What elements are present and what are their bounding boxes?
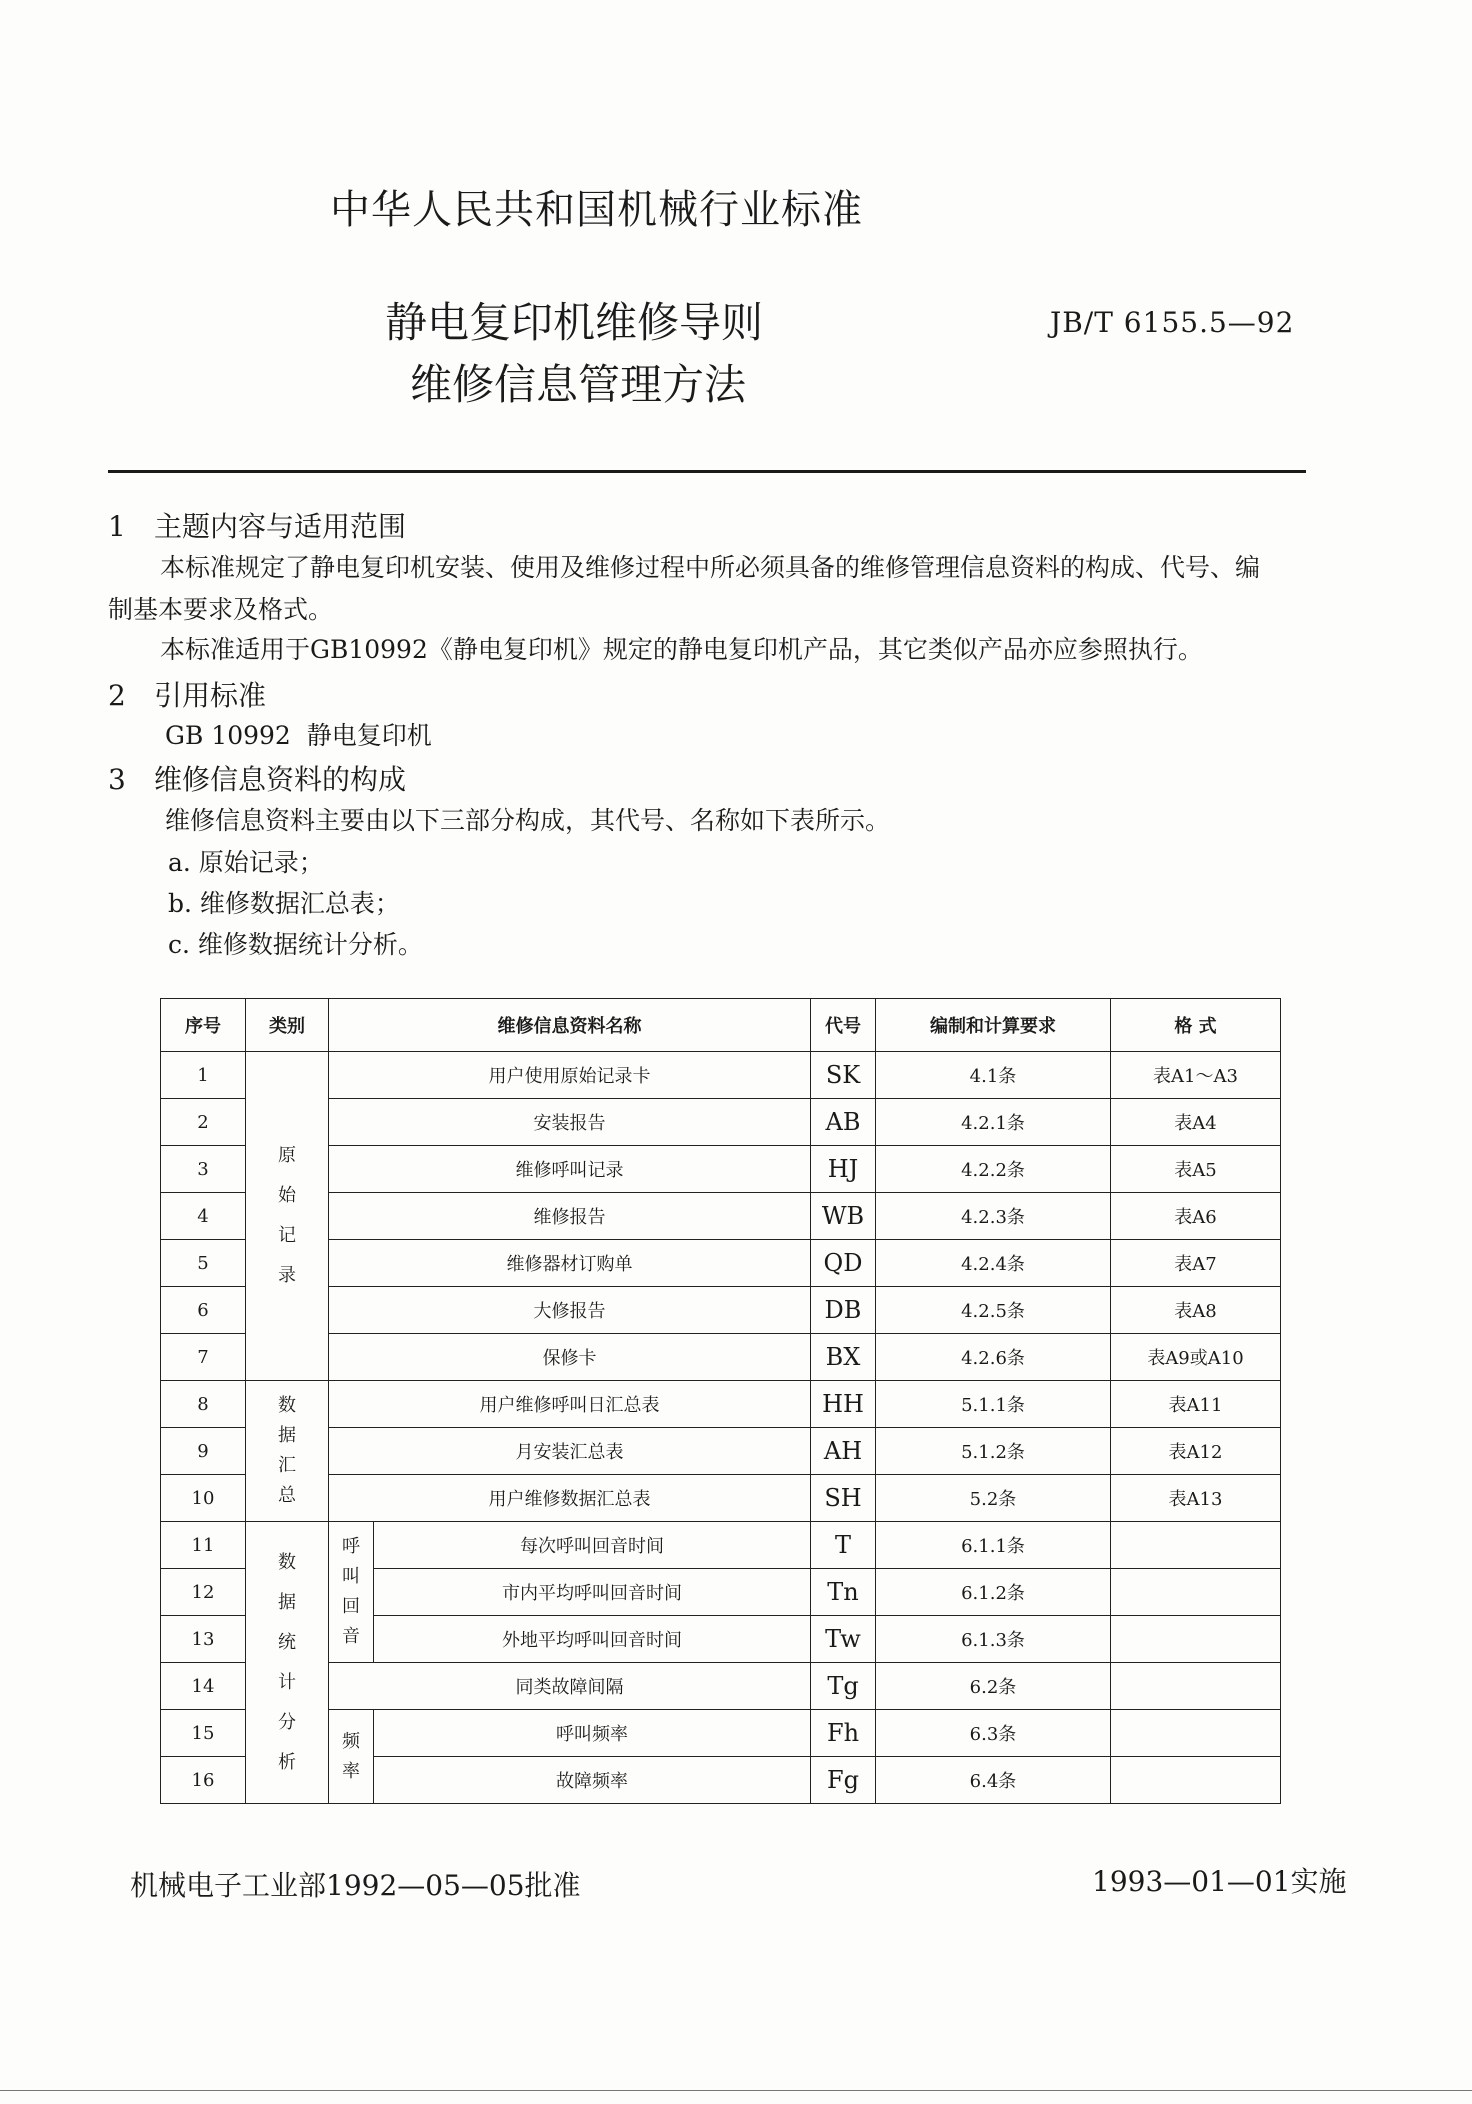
cell-name: 故障频率 (374, 1757, 811, 1804)
cell-format: 表A1～A3 (1111, 1052, 1281, 1099)
category-statistical-analysis (246, 1522, 329, 1804)
cell-format: 表A12 (1111, 1428, 1281, 1475)
cell-code: AH (811, 1428, 876, 1475)
cell-seq: 5 (161, 1240, 246, 1287)
section-title: 主题内容与适用范围 (154, 510, 407, 543)
category-char: 原 (278, 1145, 296, 1166)
cell-code: DB (811, 1287, 876, 1334)
category-char: 据 (278, 1425, 296, 1446)
header-req: 编制和计算要求 (876, 999, 1111, 1052)
category-char: 录 (278, 1265, 296, 1286)
approval-note: 机械电子工业部1992—05—05批准 (130, 1869, 581, 1902)
info-composition-table (160, 998, 1281, 1804)
cell-name: 呼叫频率 (374, 1710, 811, 1757)
cell-seq: 2 (161, 1099, 246, 1146)
category-char: 记 (278, 1225, 296, 1246)
category-char: 始 (278, 1185, 296, 1206)
cell-name: 维修器材订购单 (329, 1240, 811, 1287)
section-number: 2 (108, 679, 126, 712)
cell-seq: 11 (161, 1522, 246, 1569)
cell-req: 4.2.3条 (876, 1193, 1111, 1240)
cell-seq: 8 (161, 1381, 246, 1428)
table-row (161, 1663, 1281, 1710)
table-row (161, 1052, 1281, 1099)
cell-req: 6.4条 (876, 1757, 1111, 1804)
effective-date: 1993—01—01实施 (1092, 1865, 1347, 1898)
header-code: 代号 (811, 999, 876, 1052)
section-1-paragraph-2: 本标准适用于GB10992《静电复印机》规定的静电复印机产品，其它类似产品亦应参照执行。 (160, 635, 1203, 664)
section-number: 3 (108, 763, 126, 796)
cell-req: 4.2.6条 (876, 1334, 1111, 1381)
cell-req: 6.1.1条 (876, 1522, 1111, 1569)
category-char: 分 (278, 1711, 296, 1733)
title-line-2: 维修信息管理方法 (410, 360, 747, 409)
cell-code: Tw (811, 1616, 876, 1663)
category-char: 据 (278, 1591, 296, 1613)
cell-seq: 12 (161, 1569, 246, 1616)
cell-format (1111, 1710, 1281, 1757)
section-title: 引用标准 (154, 679, 267, 712)
cell-name: 大修报告 (329, 1287, 811, 1334)
cell-format (1111, 1757, 1281, 1804)
cell-req: 5.1.2条 (876, 1428, 1111, 1475)
category-char: 率 (342, 1760, 360, 1782)
cell-name: 外地平均呼叫回音时间 (374, 1616, 811, 1663)
cell-code: Tn (811, 1569, 876, 1616)
title-line-1: 静电复印机维修导则 (385, 298, 764, 347)
table-header-row (161, 999, 1281, 1052)
cell-format: 表A11 (1111, 1381, 1281, 1428)
cell-name: 用户维修数据汇总表 (329, 1475, 811, 1522)
cell-seq: 10 (161, 1475, 246, 1522)
cell-code: Fh (811, 1710, 876, 1757)
section-1-heading (108, 505, 406, 545)
cell-code: T (811, 1522, 876, 1569)
cell-seq: 3 (161, 1146, 246, 1193)
category-char: 汇 (278, 1455, 296, 1476)
cell-format: 表A13 (1111, 1475, 1281, 1522)
table-row (161, 1099, 1281, 1146)
cell-format: 表A9或A10 (1111, 1334, 1281, 1381)
cell-name: 保修卡 (329, 1334, 811, 1381)
cell-name: 月安装汇总表 (329, 1428, 811, 1475)
subcategory-callback-time (329, 1522, 374, 1663)
cell-format: 表A4 (1111, 1099, 1281, 1146)
table-row (161, 1475, 1281, 1522)
category-char: 总 (278, 1485, 296, 1506)
cell-name: 用户维修呼叫日汇总表 (329, 1381, 811, 1428)
cell-code: Fg (811, 1757, 876, 1804)
cell-code: AB (811, 1099, 876, 1146)
category-char: 频 (342, 1730, 360, 1752)
cell-format: 表A8 (1111, 1287, 1281, 1334)
cell-code: Tg (811, 1663, 876, 1710)
cell-req: 4.2.1条 (876, 1099, 1111, 1146)
category-char: 统 (278, 1631, 296, 1653)
cell-name: 维修报告 (329, 1193, 811, 1240)
table-row (161, 1381, 1281, 1428)
category-char: 音 (342, 1626, 360, 1647)
cell-req: 6.3条 (876, 1710, 1111, 1757)
category-data-summary (246, 1381, 329, 1522)
category-char: 数 (278, 1395, 296, 1416)
cell-seq: 9 (161, 1428, 246, 1475)
cell-seq: 15 (161, 1710, 246, 1757)
cell-req: 4.2.5条 (876, 1287, 1111, 1334)
header-category: 类别 (246, 999, 329, 1052)
header-format: 格 式 (1111, 999, 1281, 1052)
page-bottom-line (0, 2090, 1472, 2091)
category-char: 计 (278, 1671, 296, 1693)
cell-req: 6.2条 (876, 1663, 1111, 1710)
table-row (161, 1287, 1281, 1334)
cell-format (1111, 1569, 1281, 1616)
cell-format: 表A7 (1111, 1240, 1281, 1287)
cell-format (1111, 1663, 1281, 1710)
table-row (161, 1428, 1281, 1475)
cell-code: HJ (811, 1146, 876, 1193)
table-row (161, 1522, 1281, 1569)
list-item: a. 原始记录； (168, 848, 324, 877)
cell-seq: 6 (161, 1287, 246, 1334)
cell-format (1111, 1616, 1281, 1663)
list-item: b. 维修数据汇总表； (168, 889, 400, 918)
subcategory-frequency (329, 1710, 374, 1804)
cell-format: 表A5 (1111, 1146, 1281, 1193)
cell-code: BX (811, 1334, 876, 1381)
cell-req: 5.1.1条 (876, 1381, 1111, 1428)
cell-code: QD (811, 1240, 876, 1287)
section-1-paragraph-1-cont: 制基本要求及格式。 (108, 595, 334, 624)
category-char: 呼 (342, 1536, 360, 1557)
section-1-paragraph-1: 本标准规定了静电复印机安装、使用及维修过程中所必须具备的维修管理信息资料的构成、代号、编 (160, 553, 1261, 582)
table-row (161, 1710, 1281, 1757)
list-item: c. 维修数据统计分析。 (168, 930, 423, 959)
category-char: 回 (342, 1596, 360, 1617)
table-row (161, 1146, 1281, 1193)
cell-req: 4.1条 (876, 1052, 1111, 1099)
cell-req: 5.2条 (876, 1475, 1111, 1522)
cell-req: 6.1.2条 (876, 1569, 1111, 1616)
table-row (161, 1240, 1281, 1287)
section-number: 1 (108, 510, 126, 543)
standard-code: JB/T 6155.5—92 (1050, 306, 1295, 339)
cell-code: SH (811, 1475, 876, 1522)
cell-name: 市内平均呼叫回音时间 (374, 1569, 811, 1616)
category-char: 叫 (342, 1566, 360, 1587)
cell-name: 安装报告 (329, 1099, 811, 1146)
cell-name: 每次呼叫回音时间 (374, 1522, 811, 1569)
cell-req: 6.1.3条 (876, 1616, 1111, 1663)
section-3-intro: 维修信息资料主要由以下三部分构成，其代号、名称如下表所示。 (165, 806, 891, 835)
cell-format: 表A6 (1111, 1193, 1281, 1240)
category-original-records (246, 1052, 329, 1381)
cell-seq: 14 (161, 1663, 246, 1710)
cell-seq: 13 (161, 1616, 246, 1663)
cell-seq: 4 (161, 1193, 246, 1240)
reference-standard: GB 10992 静电复印机 (165, 721, 432, 750)
header-seq: 序号 (161, 999, 246, 1052)
section-title: 维修信息资料的构成 (154, 763, 407, 796)
cell-name: 维修呼叫记录 (329, 1146, 811, 1193)
table-row (161, 1193, 1281, 1240)
cell-format (1111, 1522, 1281, 1569)
category-char: 析 (278, 1751, 296, 1773)
standard-header: 中华人民共和国机械行业标准 (330, 187, 863, 233)
category-char: 数 (278, 1551, 296, 1573)
section-3-heading (108, 758, 406, 798)
header-name: 维修信息资料名称 (329, 999, 811, 1052)
cell-seq: 16 (161, 1757, 246, 1804)
cell-req: 4.2.4条 (876, 1240, 1111, 1287)
cell-seq: 7 (161, 1334, 246, 1381)
section-2-heading (108, 674, 266, 714)
cell-code: HH (811, 1381, 876, 1428)
cell-name: 同类故障间隔 (329, 1663, 811, 1710)
header-rule (108, 470, 1306, 473)
cell-code: SK (811, 1052, 876, 1099)
cell-code: WB (811, 1193, 876, 1240)
cell-seq: 1 (161, 1052, 246, 1099)
cell-req: 4.2.2条 (876, 1146, 1111, 1193)
cell-name: 用户使用原始记录卡 (329, 1052, 811, 1099)
table-row (161, 1334, 1281, 1381)
